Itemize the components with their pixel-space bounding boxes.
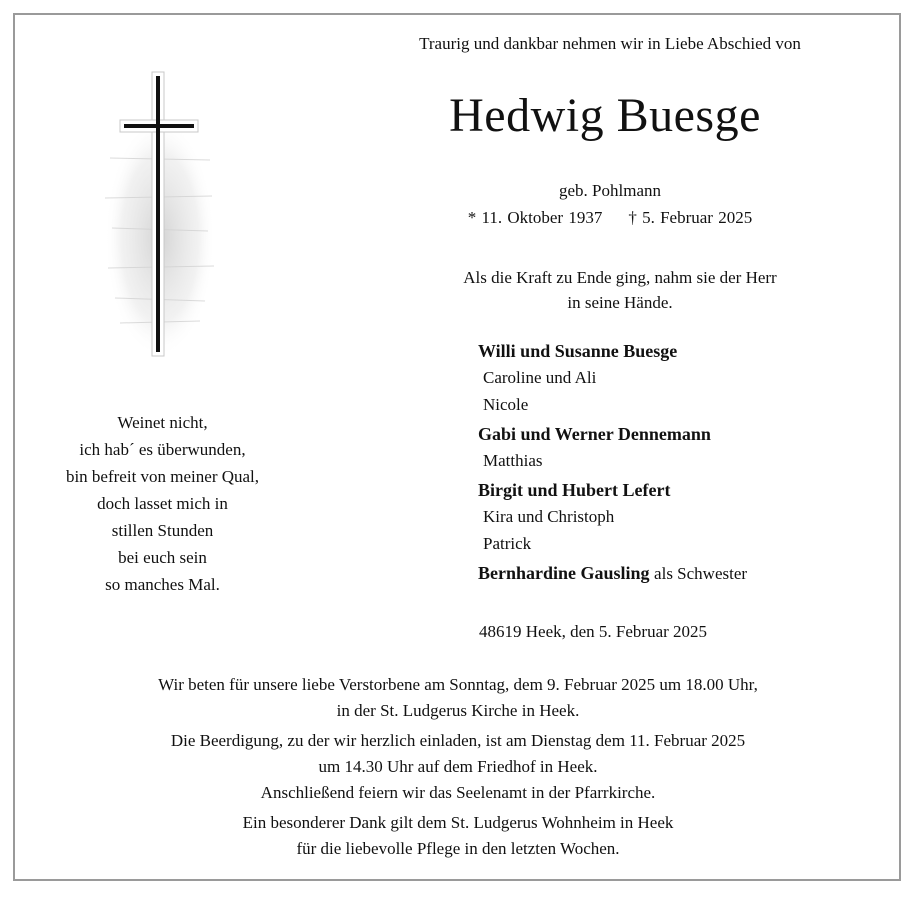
family-main: Birgit und Hubert Lefert: [478, 480, 671, 500]
info-line: Anschließend feiern wir das Seelenamt in der Pfarrkirche.: [260, 783, 656, 802]
death-date: † 5. Februar 2025: [628, 208, 753, 227]
family-main: Bernhardine Gausling: [478, 563, 650, 583]
info-line: Die Beerdigung, zu der wir herzlich einladen, ist am Dienstag dem 11. Februar 2025: [170, 731, 746, 750]
place-date: 48619 Heek, den 5. Februar 2025: [479, 622, 708, 641]
birth-date: * 11. Oktober 1937: [467, 208, 603, 227]
cross-icon: [100, 68, 220, 368]
poem-line: bei euch sein: [118, 548, 207, 567]
saying: [380, 265, 860, 315]
deceased-name: Hedwig Buesge: [449, 89, 761, 142]
poem-line: so manches Mal.: [105, 575, 220, 594]
poem-line: doch lasset mich in: [97, 494, 228, 513]
info-line: um 14.30 Uhr auf dem Friedhof in Heek.: [318, 757, 598, 776]
poem: [35, 409, 290, 598]
poem-line: ich hab´ es überwunden,: [79, 440, 246, 459]
family-group: [478, 477, 878, 557]
family-sub: Patrick: [483, 534, 532, 553]
info-line: für die liebevolle Pflege in den letzten Wochen.: [296, 839, 620, 858]
family-main-row: [478, 560, 878, 587]
info-line: in der St. Ludgerus Kirche in Heek.: [336, 701, 580, 720]
family-group: [478, 560, 878, 587]
info-line: Wir beten für unsere liebe Verstorbene am Sonntag, dem 9. Februar 2025 um 18.00 Uhr,: [158, 675, 758, 694]
family-group: [478, 421, 878, 474]
funeral-paragraph: [30, 728, 886, 806]
poem-line: stillen Stunden: [111, 521, 214, 540]
birth-name: geb. Pohlmann: [559, 181, 661, 200]
thanks-paragraph: [30, 810, 886, 862]
info-line: Ein besonderer Dank gilt dem St. Ludgerus Wohnheim in Heek: [242, 813, 674, 832]
poem-line: Weinet nicht,: [117, 413, 208, 432]
saying-line: in seine Hände.: [567, 293, 673, 312]
family-list: [478, 338, 878, 590]
family-main: Willi und Susanne Buesge: [478, 341, 678, 361]
family-sub: Matthias: [483, 451, 543, 470]
family-group: [478, 338, 878, 418]
family-sub: Kira und Christoph: [483, 507, 615, 526]
prayer-paragraph: [30, 672, 886, 724]
family-sub: Caroline und Ali: [483, 368, 597, 387]
family-main: Gabi und Werner Dennemann: [478, 424, 711, 444]
service-info: [30, 672, 886, 866]
family-sub: Nicole: [483, 395, 529, 414]
family-note: als Schwester: [654, 564, 748, 583]
intro-text: Traurig und dankbar nehmen wir in Liebe Abschied von: [419, 34, 801, 53]
saying-line: Als die Kraft zu Ende ging, nahm sie der Herr: [463, 268, 777, 287]
life-dates: [400, 208, 820, 228]
poem-line: bin befreit von meiner Qual,: [65, 467, 260, 486]
